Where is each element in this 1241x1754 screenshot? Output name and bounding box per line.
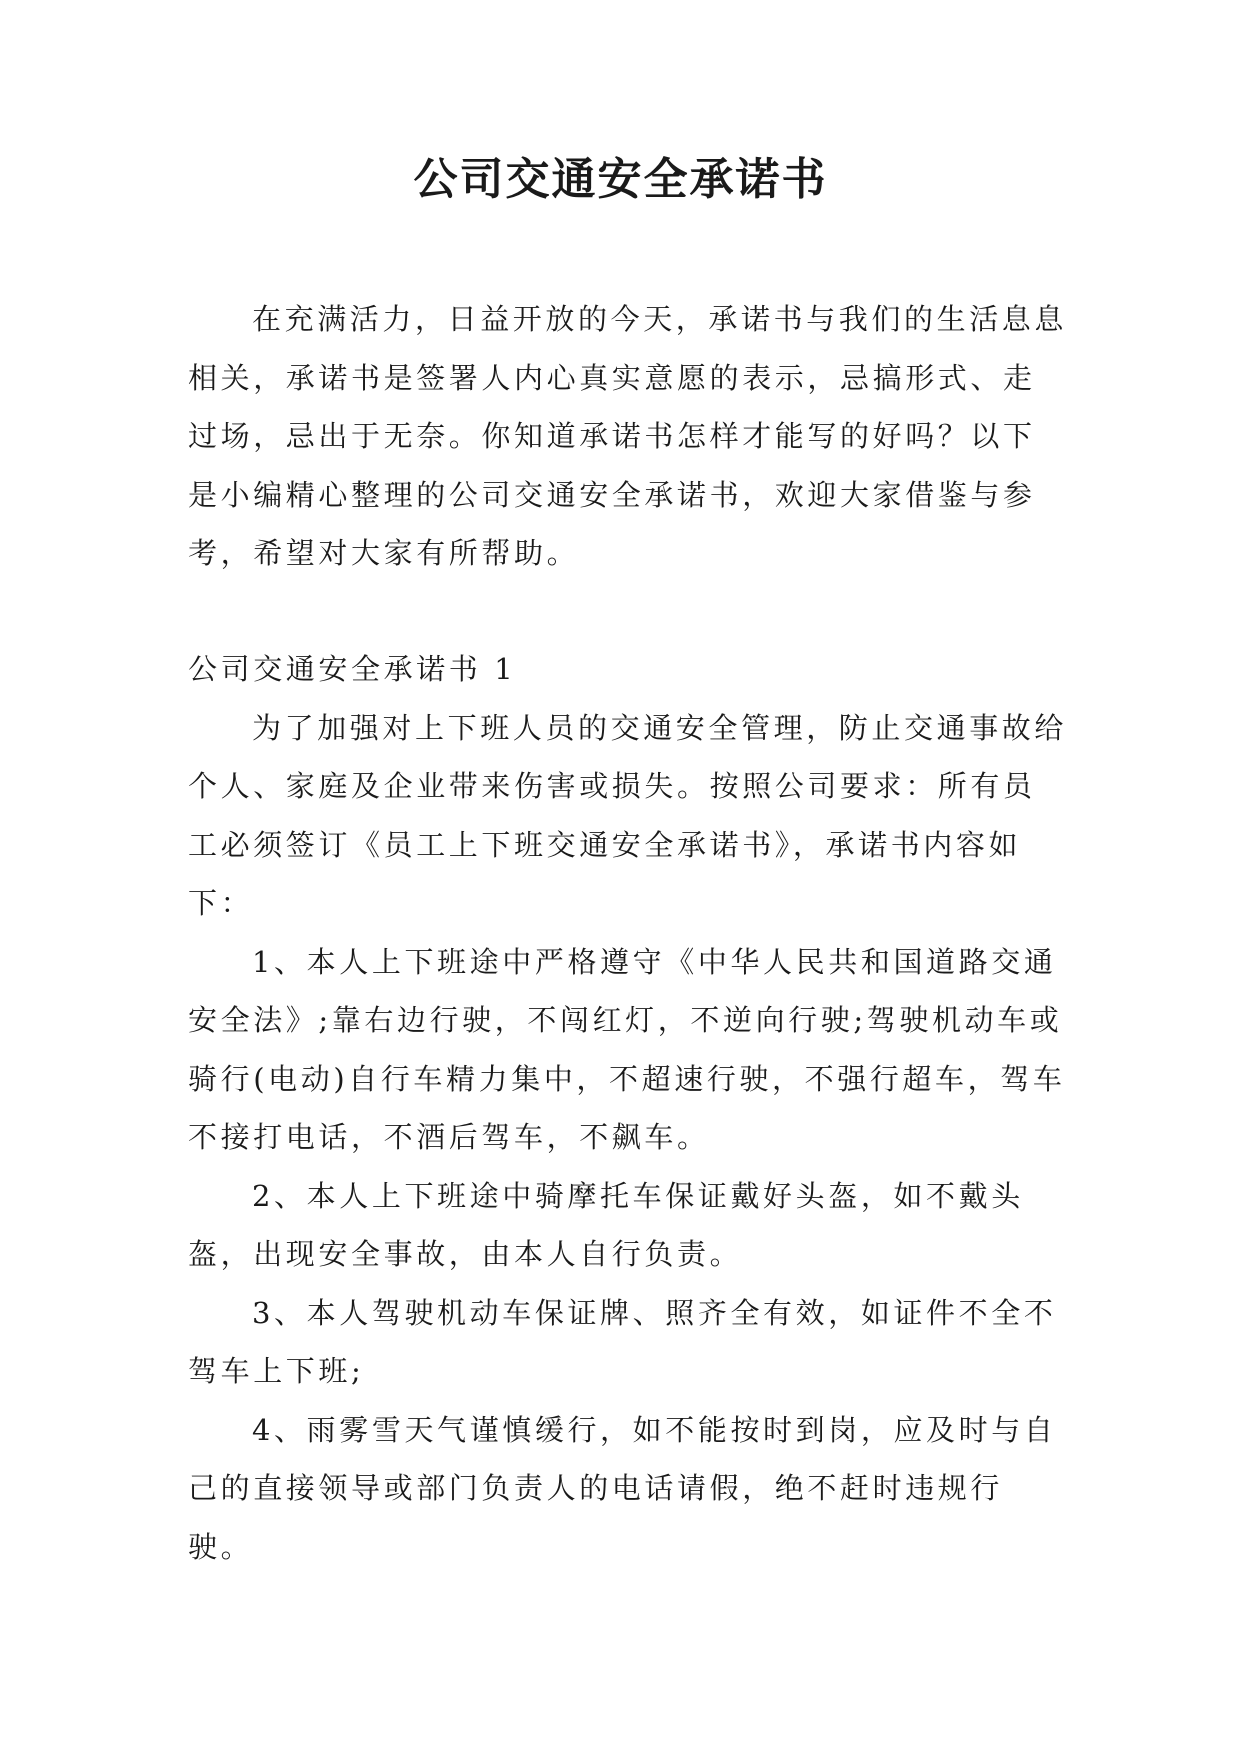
commitment-item-1: 1、本人上下班途中严格遵守《中华人民共和国道路交通安全法》;靠右边行驶，不闯红灯，不逆向行驶;驾驶机动车或骑行(电动)自行车精力集中，不超速行驶，不强行超车，驾车不接打电话，不酒后驾车，不飙车。 <box>188 944 1066 1154</box>
document-title: 公司交通安全承诺书 <box>413 154 828 205</box>
commitment-item-2: 2、本人上下班途中骑摩托车保证戴好头盔，如不戴头盔，出现安全事故，由本人自行负责。 <box>188 1178 1024 1271</box>
intro-paragraph: 在充满活力，日益开放的今天，承诺书与我们的生活息息相关，承诺书是签署人内心真实意愿的表示，忌搞形式、走过场，忌出于无奈。你知道承诺书怎样才能写的好吗？以下是小编精心整理的公司交通安全承诺书，欢迎大家借鉴与参考，希望对大家有所帮助。 <box>188 302 1068 570</box>
section-heading: 公司交通安全承诺书 1 <box>188 652 517 686</box>
section-paragraph: 为了加强对上下班人员的交通安全管理，防止交通事故给个人、家庭及企业带来伤害或损失。按照公司要求：所有员工必须签订《员工上下班交通安全承诺书》，承诺书内容如下： <box>188 710 1068 920</box>
section-1 <box>188 640 1068 1576</box>
commitment-item-4: 4、雨雾雪天气谨慎缓行，如不能按时到岗，应及时与自己的直接领导或部门负责人的电话请假，绝不赶时违规行驶。 <box>188 1412 1057 1564</box>
commitment-item-3: 3、本人驾驶机动车保证牌、照齐全有效，如证件不全不驾车上下班; <box>188 1295 1057 1388</box>
